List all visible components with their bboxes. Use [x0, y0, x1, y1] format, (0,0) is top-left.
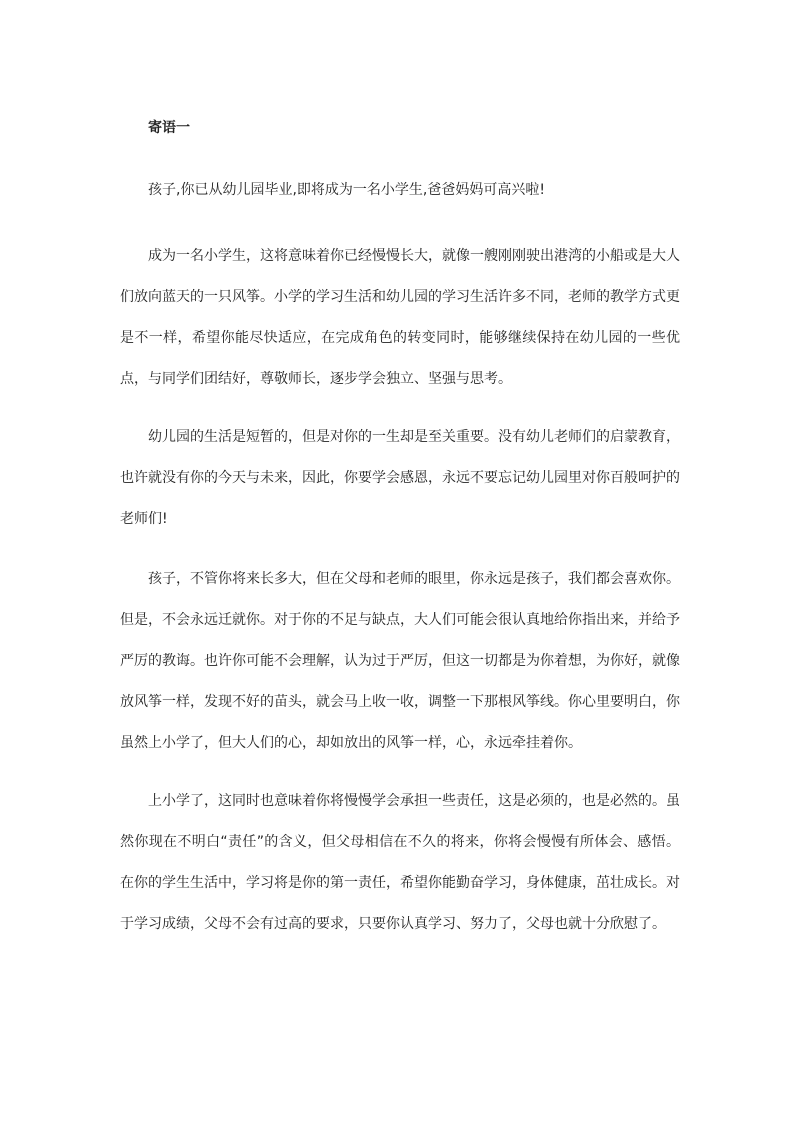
- paragraph-parents-care: 孩子，不管你将来长多大，但在父母和老师的眼里，你永远是孩子，我们都会喜欢你。但是，不会永远迁就你。对于你的不足与缺点，大人们可能会很认真地给你指出来，并给予严厉的教诲。也许你可能不会理解，认为过于严厉，但这一切都是为你着想，为你好，就像放风筝一样，发现不好的苗头，就会马上收一收，调整一下那根风筝线。你心里要明白，你虽然上小学了，但大人们的心，却如放出的风筝一样，心，永远牵挂着你。: [120, 571, 680, 751]
- paragraph-responsibility: 上小学了，这同时也意味着你将慢慢学会承担一些责任，这是必须的，也是必然的。虽然你现在不明白“责任”的含义，但父母相信在不久的将来，你将会慢慢有所体会、感悟。在你的学生生活中，学习将是你的第一责任，希望你能勤奋学习，身体健康，茁壮成长。对于学习成绩，父母不会有过高的要求，只要你认真学习、努力了，父母也就十分欣慰了。: [120, 793, 680, 932]
- paragraph-kindergarten-gratitude: 幼儿园的生活是短暂的，但是对你的一生却是至关重要。没有幼儿老师们的启蒙教育，也许就没有你的今天与未来，因此，你要学会感恩，永远不要忘记幼儿园里对你百般呵护的老师们!: [120, 429, 680, 527]
- paragraph-graduation: 孩子,你已从幼儿园毕业,即将成为一名小学生,爸爸妈妈可高兴啦!: [148, 182, 545, 198]
- paragraph-becoming-student: 成为一名小学生，这将意味着你已经慢慢长大，就像一艘刚刚驶出港湾的小船或是大人们放向蓝天的一只风筝。小学的学习生活和幼儿园的学习生活许多不同，老师的教学方式更是不一样，希望你能尽快适应，在完成角色的转变同时，能够继续保持在幼儿园的一些优点，与同学们团结好，尊敬师长，逐步学会独立、坚强与思考。: [120, 248, 680, 387]
- document-title: 寄语一: [148, 120, 190, 136]
